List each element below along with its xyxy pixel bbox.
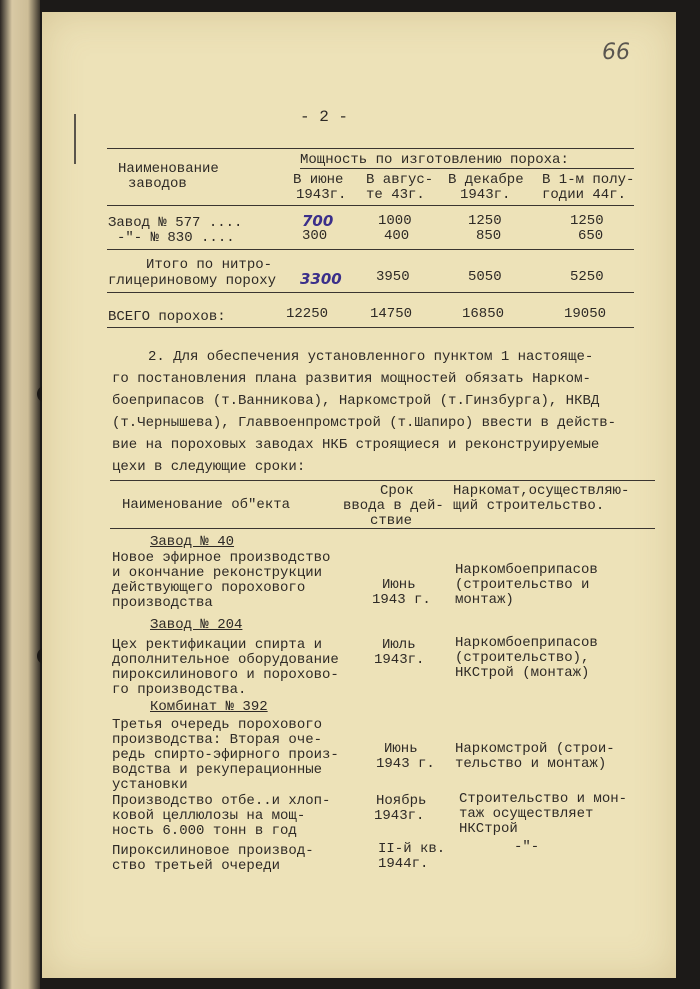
- period-4-line1: В 1-м полу-: [542, 172, 635, 188]
- paragraph-line: го постановления плана развития мощностей обязать Нарком-: [112, 371, 591, 387]
- header-commissariat-line1: Наркомат,осуществляю-: [453, 483, 630, 499]
- table-rule: [110, 528, 655, 529]
- header-name-line2: заводов: [128, 176, 187, 192]
- object-line: Третья очередь порохового: [112, 717, 323, 733]
- table-rule: [107, 205, 634, 206]
- subtotal-label-line1: Итого по нитро-: [146, 257, 273, 273]
- header-term-line3: ствие: [370, 513, 413, 529]
- object-line: производства: [112, 595, 213, 611]
- object-line: производства: Вторая оче-: [112, 732, 323, 748]
- object-line: редь спирто-эфирного произ-: [112, 747, 339, 763]
- folio-number: 66: [602, 40, 630, 65]
- period-2-line1: В авгус-: [366, 172, 434, 188]
- page-number: - 2 -: [300, 108, 349, 126]
- subtotal-value: 3950: [376, 269, 410, 285]
- object-line: дополнительное оборудование: [112, 652, 339, 668]
- commissariat-line: монтаж): [455, 592, 514, 608]
- object-line: Производство отбе..и хлоп-: [112, 793, 331, 809]
- commissariat-line: Наркомбоеприпасов: [455, 635, 598, 651]
- subtotal-value: 5250: [570, 269, 604, 285]
- commissariat-line: Наркомбоеприпасов: [455, 562, 598, 578]
- term-line: Июнь: [382, 577, 416, 593]
- object-line: водства и рекуперационные: [112, 762, 323, 778]
- row-value: 300: [302, 228, 328, 244]
- table-rule: [110, 480, 655, 481]
- commissariat-line: Строительство и мон-: [459, 791, 628, 807]
- object-line: пироксилинового и порохово-: [112, 667, 339, 683]
- subtotal-label-line2: глицериновому пороху: [108, 273, 277, 289]
- object-line: ковой целлюлозы на мощ-: [112, 808, 306, 824]
- term-line: 1943 г.: [376, 756, 435, 772]
- commissariat-line: таж осуществляет: [459, 806, 594, 822]
- section-title: Завод № 204: [150, 617, 243, 633]
- table-rule: [107, 148, 634, 149]
- object-line: ность 6.000 тонн в год: [112, 823, 297, 839]
- object-line: Пироксилиновое производ-: [112, 843, 314, 859]
- period-3-line2: 1943г.: [460, 187, 511, 203]
- paragraph-line: вие на пороховых заводах НКБ строящиеся и реконструируемые: [112, 437, 600, 453]
- margin-mark: [74, 114, 76, 164]
- row-value: 1250: [570, 213, 604, 229]
- row-name: Завод № 577 ....: [108, 215, 243, 231]
- term-line: 1943г.: [374, 808, 425, 824]
- table-rule: [107, 249, 634, 250]
- table-rule: [107, 292, 634, 293]
- object-line: Цех ректификации спирта и: [112, 637, 323, 653]
- section-title: Завод № 40: [150, 534, 235, 550]
- total-value: 16850: [462, 306, 505, 322]
- table-rule: [107, 327, 634, 328]
- header-term-line2: ввода в дей-: [343, 498, 444, 514]
- object-line: ство третьей очереди: [112, 858, 281, 874]
- paragraph-line: боеприпасов (т.Ванникова), Наркомстрой (т.Гинзбурга), НКВД: [112, 393, 600, 409]
- row-value: 1000: [378, 213, 412, 229]
- term-line: II-й кв.: [378, 841, 446, 857]
- header-capacity: Мощность по изготовлению пороха:: [300, 152, 569, 168]
- header-object: Наименование об"екта: [122, 497, 291, 513]
- commissariat-line: (строительство),: [455, 650, 590, 666]
- subtotal-value-handwritten: 3300: [300, 270, 342, 288]
- paragraph-line: (т.Чернышева), Главвоенпромстрой (т.Шапиро) ввести в действ-: [112, 415, 617, 431]
- term-line: 1943г.: [374, 652, 425, 668]
- subtotal-value: 5050: [468, 269, 502, 285]
- object-line: и окончание реконструкции: [112, 565, 323, 581]
- section-title: Комбинат № 392: [150, 699, 268, 715]
- row-name: -"- № 830 ....: [117, 230, 235, 246]
- period-1-line1: В июне: [293, 172, 344, 188]
- object-line: установки: [112, 777, 188, 793]
- row-value: 1250: [468, 213, 502, 229]
- commissariat-line: -"-: [514, 839, 540, 855]
- object-line: действующего порохового: [112, 580, 306, 596]
- period-4-line2: годии 44г.: [542, 187, 627, 203]
- object-line: го производства.: [112, 682, 247, 698]
- total-value: 14750: [370, 306, 413, 322]
- header-term-line1: Срок: [380, 483, 414, 499]
- row-value: 850: [476, 228, 502, 244]
- term-line: 1944г.: [378, 856, 429, 872]
- object-line: Новое эфирное производство: [112, 550, 331, 566]
- term-line: 1943 г.: [372, 592, 431, 608]
- paragraph-line: 2. Для обеспечения установленного пунктом 1 настояще-: [148, 349, 594, 365]
- header-name-line1: Наименование: [118, 161, 219, 177]
- total-value: 19050: [564, 306, 607, 322]
- table-rule: [300, 168, 634, 169]
- term-line: Июль: [382, 637, 416, 653]
- header-commissariat-line2: щий строительство.: [453, 498, 605, 514]
- total-label: ВСЕГО порохов:: [108, 309, 226, 325]
- period-3-line1: В декабре: [448, 172, 524, 188]
- period-2-line2: те 43г.: [366, 187, 425, 203]
- term-line: Июнь: [384, 741, 418, 757]
- binding-edge: [0, 0, 40, 989]
- commissariat-line: тельство и монтаж): [455, 756, 607, 772]
- commissariat-line: (строительство и: [455, 577, 590, 593]
- row-value-handwritten: 700: [302, 212, 334, 230]
- paragraph-line: цехи в следующие сроки:: [112, 459, 306, 475]
- row-value: 650: [578, 228, 604, 244]
- term-line: Ноябрь: [376, 793, 427, 809]
- row-value: 400: [384, 228, 410, 244]
- total-value: 12250: [286, 306, 329, 322]
- commissariat-line: НКСтрой: [459, 821, 518, 837]
- commissariat-line: Наркомстрой (строи-: [455, 741, 615, 757]
- commissariat-line: НКСтрой (монтаж): [455, 665, 590, 681]
- period-1-line2: 1943г.: [296, 187, 347, 203]
